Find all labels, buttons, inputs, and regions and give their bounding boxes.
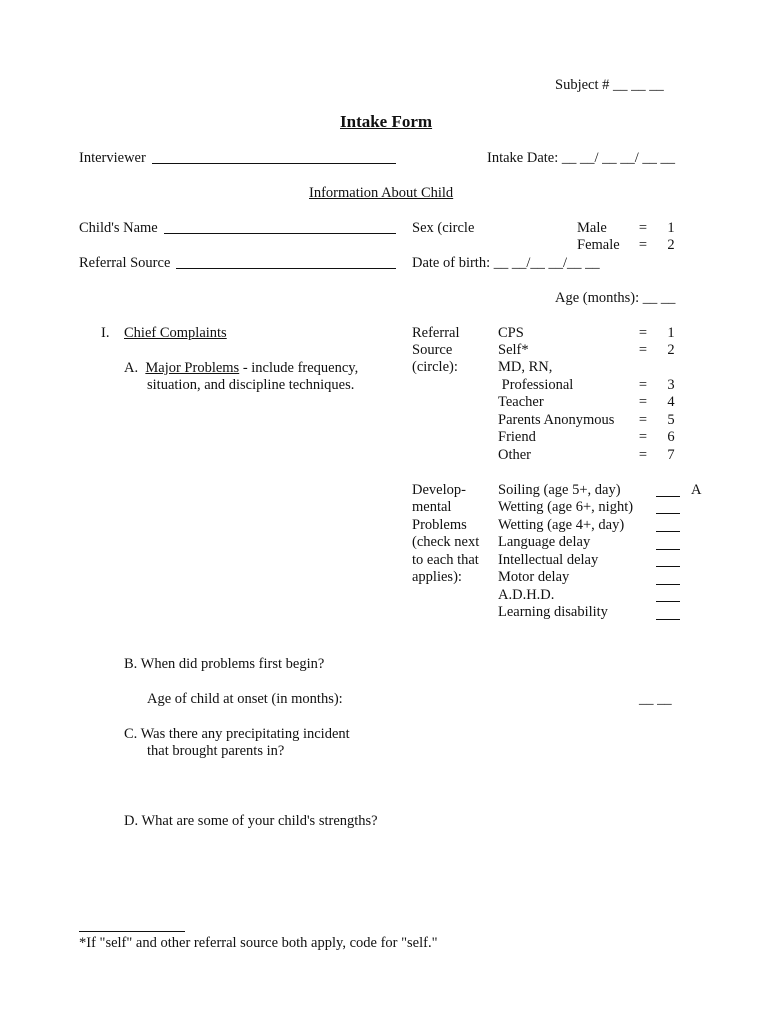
footnote-rule <box>79 931 185 932</box>
equals-sign: = <box>638 429 648 445</box>
interviewer-label: Interviewer <box>79 150 146 166</box>
developmental-item: Motor delay <box>498 569 570 585</box>
developmental-item: Intellectual delay <box>498 552 599 568</box>
referral-code: 2 <box>667 342 675 358</box>
referral-code: 7 <box>667 447 675 463</box>
onset-age-blank[interactable]: __ __ <box>639 691 672 707</box>
referral-code: 4 <box>667 394 675 410</box>
referral-block-label-2: Source <box>412 342 453 358</box>
equals-sign: = <box>638 342 648 358</box>
equals-sign: = <box>638 220 648 236</box>
referral-source-field[interactable] <box>176 268 396 269</box>
onset-age-label: Age of child at onset (in months): <box>147 691 343 707</box>
referral-option[interactable]: Other <box>498 447 532 463</box>
question-d: D. What are some of your child's strengths? <box>124 813 378 829</box>
child-name-label: Child's Name <box>79 220 158 236</box>
referral-code: 1 <box>667 325 675 341</box>
referral-option[interactable]: CPS <box>498 325 524 341</box>
developmental-item: A.D.H.D. <box>498 587 555 603</box>
sex-option-label[interactable]: Female <box>577 237 620 253</box>
child-name-field[interactable] <box>164 233 396 234</box>
sex-option-code: 1 <box>667 220 675 236</box>
equals-sign: = <box>638 325 648 341</box>
sex-option-code: 2 <box>667 237 675 253</box>
section-heading-child: Information About Child <box>309 185 454 201</box>
footnote: *If "self" and other referral source both apply, code for "self." <box>79 935 438 951</box>
chief-complaints-heading: Chief Complaints <box>124 325 227 341</box>
referral-option[interactable]: Professional <box>498 377 574 393</box>
major-problems-desc-2: situation, and discipline techniques. <box>147 377 355 393</box>
major-problems-line <box>124 360 358 377</box>
referral-block-label-1: Referral <box>412 325 460 341</box>
developmental-label-1: Develop- <box>412 482 466 498</box>
equals-sign: = <box>638 377 648 393</box>
question-b: B. When did problems first begin? <box>124 656 325 672</box>
developmental-item: Learning disability <box>498 604 608 620</box>
developmental-label-6: applies): <box>412 569 462 585</box>
referral-option[interactable]: Self* <box>498 342 529 358</box>
date-of-birth-label[interactable]: Date of birth: __ __/__ __/__ __ <box>412 255 600 271</box>
sex-label: Sex (circle <box>412 220 475 236</box>
check-blank[interactable] <box>656 601 680 602</box>
referral-code: 6 <box>667 429 675 445</box>
sex-option-label[interactable]: Male <box>577 220 607 236</box>
check-blank[interactable] <box>656 496 680 497</box>
form-title: Intake Form <box>340 112 433 131</box>
subject-number-label: Subject # __ __ __ <box>555 77 664 93</box>
equals-sign: = <box>638 412 648 428</box>
major-problems-heading: Major Problems <box>145 360 240 376</box>
item-letter: A. <box>124 360 139 376</box>
developmental-item: Soiling (age 5+, day) <box>498 482 621 498</box>
section-numeral: I. <box>101 325 110 341</box>
referral-option[interactable]: Parents Anonymous <box>498 412 615 428</box>
check-blank[interactable] <box>656 531 680 532</box>
developmental-label-5: to each that <box>412 552 479 568</box>
developmental-label-3: Problems <box>412 517 467 533</box>
referral-code: 3 <box>667 377 675 393</box>
equals-sign: = <box>638 447 648 463</box>
referral-option[interactable]: Friend <box>498 429 536 445</box>
developmental-label-2: mental <box>412 499 452 515</box>
equals-sign: = <box>638 237 648 253</box>
check-blank[interactable] <box>656 566 680 567</box>
equals-sign: = <box>638 394 648 410</box>
question-c-line2: that brought parents in? <box>147 743 285 759</box>
major-problems-desc: - include frequency, <box>239 360 359 376</box>
check-blank[interactable] <box>656 619 680 620</box>
developmental-label-4: (check next <box>412 534 480 550</box>
referral-option[interactable]: Teacher <box>498 394 544 410</box>
developmental-item: Wetting (age 4+, day) <box>498 517 625 533</box>
check-blank[interactable] <box>656 513 680 514</box>
age-months-label[interactable]: Age (months): __ __ <box>555 290 676 306</box>
check-blank[interactable] <box>656 584 680 585</box>
developmental-item: Wetting (age 6+, night) <box>498 499 634 515</box>
referral-code: 5 <box>667 412 675 428</box>
referral-block-label-3: (circle): <box>412 359 458 375</box>
referral-option[interactable]: MD, RN, <box>498 359 553 375</box>
interviewer-field[interactable] <box>152 163 396 164</box>
check-blank[interactable] <box>656 549 680 550</box>
referral-source-label: Referral Source <box>79 255 171 271</box>
question-c-line1: C. Was there any precipitating incident <box>124 726 350 742</box>
side-letter: A <box>691 482 702 498</box>
intake-date-label[interactable]: Intake Date: __ __/ __ __/ __ __ <box>487 150 676 166</box>
developmental-item: Language delay <box>498 534 591 550</box>
